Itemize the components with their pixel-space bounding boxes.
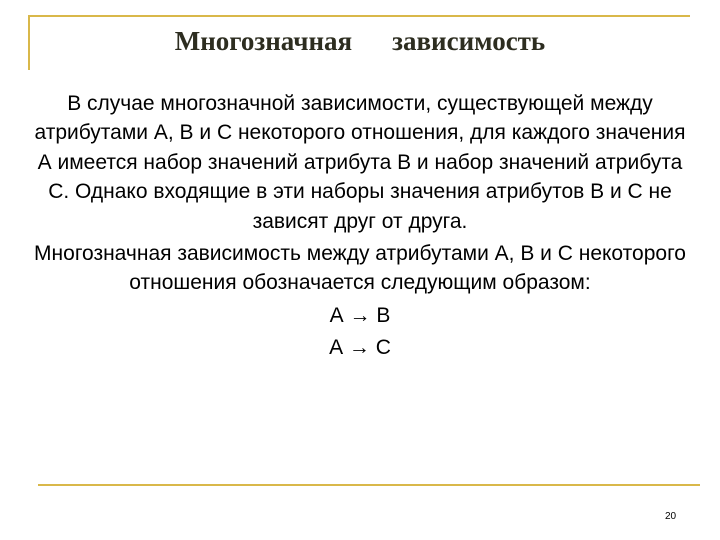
formula-a-to-c: А → С	[329, 336, 391, 360]
title-word-2: зависимость	[392, 26, 546, 56]
top-divider	[28, 15, 690, 17]
formula-a-to-b: А → В	[329, 303, 391, 327]
slide-body	[30, 89, 690, 363]
paragraph-notation: Многозначная зависимость между атрибутами А, В и С некоторого отношения обозначается следующим образом:	[34, 242, 686, 295]
slide-title	[0, 26, 720, 57]
paragraph-definition: В случае многозначной зависимости, существующей между атрибутами А, В и С некоторого отношения, для каждого значения А имеется набор значений атрибута В и набор значений атрибута С. Однако входящие в эти наборы значения атрибутов В и С не зависят друг от друга.	[34, 92, 686, 233]
title-word-1: Многозначная	[174, 26, 353, 56]
page-number: 20	[665, 511, 677, 522]
bottom-divider	[38, 484, 700, 486]
